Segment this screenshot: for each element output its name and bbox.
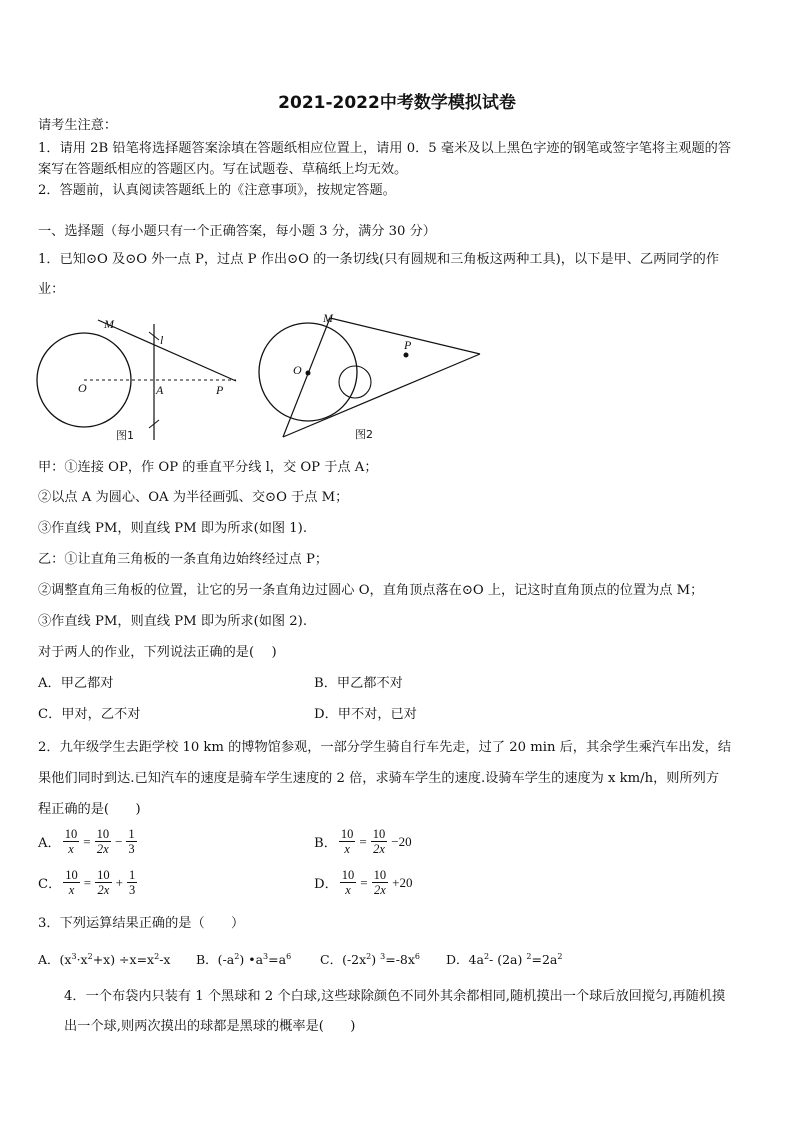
- notice-item-1: 1．请用 2B 铅笔将选择题答案涂填在答题纸相应位置上，请用 0．5 毫米及以上黑色字迹的钢笔或签字笔将主观题的答: [38, 141, 732, 156]
- fig1-label-l: l: [160, 333, 164, 347]
- q2-option-d[interactable]: D． $\frac{10}{x}$ = $\frac{10}{2x}$ +20: [314, 868, 413, 897]
- fig2-point-o: [306, 371, 311, 376]
- fig2-point-p: [404, 353, 409, 358]
- page-title: 2021-2022中考数学模拟试卷: [278, 93, 516, 113]
- option-label: D．: [314, 877, 338, 892]
- q1-question: 对于两人的作业，下列说法正确的是( ): [38, 645, 277, 660]
- q1-option-b[interactable]: B．甲乙都不对: [314, 676, 403, 691]
- q2-stem-end: 程正确的是( ): [38, 802, 141, 817]
- notice-item-2: 2．答题前，认真阅读答题纸上的《注意事项》，按规定答题。: [38, 183, 396, 198]
- option-label: B．: [314, 836, 337, 851]
- fig2-label-m: M: [323, 311, 333, 325]
- q3-option-c[interactable]: C．$(-2x^2)$ $^3=-8x^6$: [320, 951, 421, 967]
- fig1-label-m: M: [104, 317, 114, 331]
- q1-option-a[interactable]: A．甲乙都对: [38, 676, 114, 691]
- fraction: $\frac{10}{2x}$: [372, 827, 386, 856]
- q4-stem: 4．一个布袋内只装有 1 个黑球和 2 个白球,这些球除颜色不同外其余都相同,随机摸出一个球后放回搅匀,再随机摸: [64, 989, 726, 1004]
- figure-1: [36, 312, 246, 447]
- q1-jia-step3: ③作直线 PM，则直线 PM 即为所求(如图 1).: [38, 521, 308, 536]
- q1-stem-cont: 业：: [38, 282, 65, 297]
- fig2-label-p: P: [404, 338, 412, 352]
- q2-stem-cont: 果他们同时到达.已知汽车的速度是骑车学生速度的 2 倍，求骑车学生的速度.设骑车学生的速度为 x km/h，则所列方: [38, 771, 720, 786]
- fig2-caption: 图2: [355, 428, 373, 441]
- q2-option-b[interactable]: B． $\frac{10}{x}$ = $\frac{10}{2x}$ −20: [314, 827, 412, 856]
- q2-option-c[interactable]: C． $\frac{10}{x}$ = $\frac{10}{2x}$ + $\frac{1}{3}$: [38, 868, 136, 897]
- q4-stem-cont: 出一个球,则两次摸出的球都是黑球的概率是( ): [64, 1019, 356, 1034]
- fraction: $\frac{10}{2x}$: [373, 868, 387, 897]
- fraction: $\frac{10}{x}$: [341, 868, 355, 897]
- fraction: $\frac{10}{2x}$: [96, 827, 110, 856]
- fig1-label-o: O: [78, 381, 87, 395]
- q3-stem: 3．下列运算结果正确的是（ ）: [38, 916, 245, 931]
- q1-yi-step3: ③作直线 PM，则直线 PM 即为所求(如图 2).: [38, 614, 308, 629]
- q3-option-a[interactable]: A．$(x^3\cdot x^2+x) \div x=x^2-x$: [38, 951, 171, 967]
- q1-yi-step2: ②调整直角三角板的位置，让它的另一条直角边过圆心 O，直角顶点落在⊙O 上，记这时直角顶点的位置为点 M；: [38, 583, 704, 598]
- fig1-tangent-line: [98, 320, 236, 381]
- fraction: $\frac{10}{x}$: [340, 827, 354, 856]
- notice-item-1-cont: 案写在答题纸相应的答题区内。写在试题卷、草稿纸上均无效。: [38, 162, 408, 177]
- q3-option-d[interactable]: D．$4a^2-$ (2a) $^2=2a^2$: [446, 951, 563, 967]
- q2-stem: 2．九年级学生去距学校 10 km 的博物馆参观，一部分学生骑自行车先走，过了 20 min 后，其余学生乘汽车出发，结: [38, 740, 732, 755]
- fraction: $\frac{10}{x}$: [64, 827, 78, 856]
- fig1-label-p: P: [216, 383, 224, 397]
- fig1-label-a: A: [156, 383, 164, 397]
- fraction: $\frac{1}{3}$: [128, 868, 136, 897]
- q1-option-c[interactable]: C．甲对，乙不对: [38, 707, 141, 722]
- fig2-lower-line: [283, 354, 480, 437]
- fraction: $\frac{10}{2x}$: [97, 868, 110, 897]
- fraction: $\frac{10}{x}$: [65, 868, 78, 897]
- notice-heading: 请考生注意：: [38, 118, 118, 133]
- option-label: C．: [38, 877, 62, 892]
- q3-option-b[interactable]: B．$(-a^2)$ $•a^3=a^6$: [196, 951, 292, 967]
- section-heading: 一、选择题（每小题只有一个正确答案，每小题 3 分，满分 30 分）: [38, 224, 436, 239]
- q1-jia-step2: ②以点 A 为圆心、OA 为半径画弧、交⊙O 于点 M；: [38, 490, 349, 505]
- fig1-caption: 图1: [116, 429, 134, 442]
- fig2-small-circle: [339, 366, 371, 398]
- q1-jia-step1: 甲：①连接 OP，作 OP 的垂直平分线 l，交 OP 于点 A；: [38, 460, 378, 475]
- q1-option-d[interactable]: D．甲不对，已对: [314, 707, 417, 722]
- q1-stem: 1．已知⊙O 及⊙O 外一点 P，过点 P 作出⊙O 的一条切线(只有圆规和三角板这两种工具)，以下是甲、乙两同学的作: [38, 252, 720, 267]
- figure-2: [255, 306, 490, 446]
- option-label: A．: [38, 836, 61, 851]
- q1-yi-step1: 乙：①让直角三角板的一条直角边始终经过点 P；: [38, 552, 329, 567]
- fig2-label-o: O: [293, 363, 302, 377]
- q2-option-a[interactable]: A． $\frac{10}{x}$ = $\frac{10}{2x}$ − $\frac{1}{3}$: [38, 827, 135, 856]
- fraction: $\frac{1}{3}$: [128, 827, 135, 856]
